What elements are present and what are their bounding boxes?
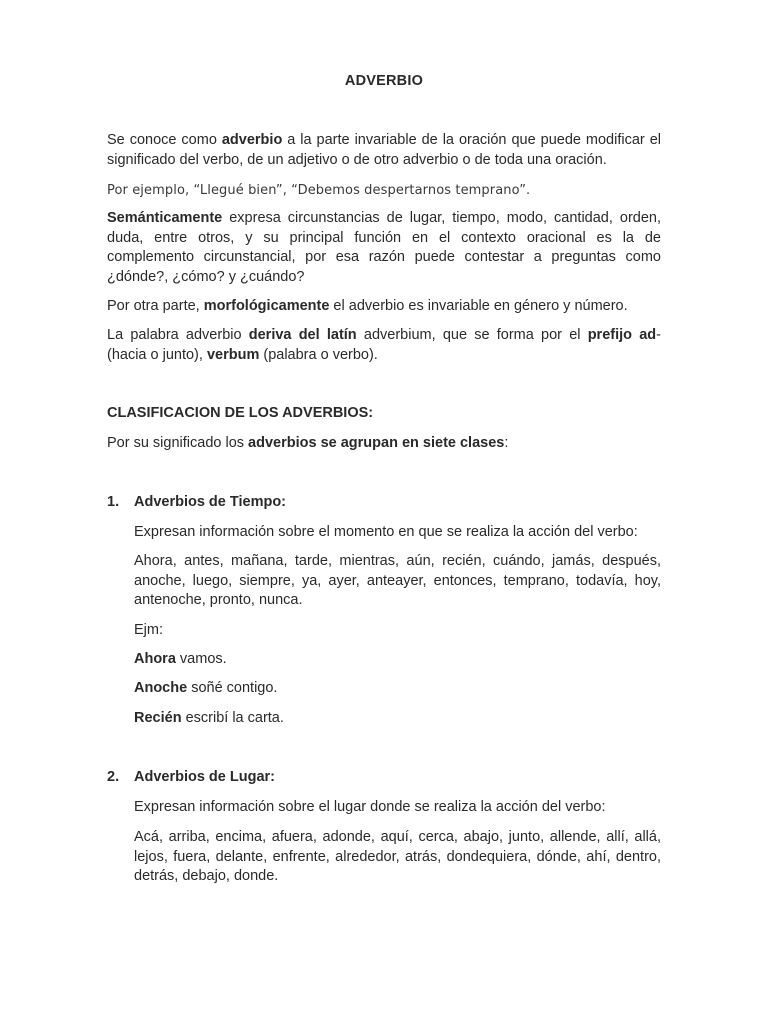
classification-heading: CLASIFICACION DE LOS ADVERBIOS:: [107, 405, 374, 421]
morphology-paragraph: Por otra parte, morfológicamente el adverbio es invariable en género y número.: [107, 298, 628, 314]
time-example-3: Recién escribí la carta.: [134, 710, 284, 726]
intro-paragraph: Se conoce como adverbio a la parte invariable de la oración que puede modificar el significado del verbo, de un adjetivo o de otro adverbio o de toda una oración.: [107, 132, 661, 168]
time-ejm-label: Ejm:: [134, 622, 163, 638]
example-paragraph: Por ejemplo, “Llegué bien”, “Debemos despertarnos temprano”.: [107, 183, 531, 198]
semantic-paragraph: Semánticamente expresa circunstancias de lugar, tiempo, modo, cantidad, orden, duda, entre otros, y su principal función en el contexto oracional es la de complemento circunstancial, por esa razón puede contestar a preguntas como ¿dónde?, ¿cómo? y ¿cuándo?: [107, 210, 661, 285]
place-adverbs-heading: 2. Adverbios de Lugar:: [107, 769, 275, 785]
time-adverbs-heading: 1. Adverbios de Tiempo:: [107, 494, 287, 510]
place-description: Expresan información sobre el lugar donde se realiza la acción del verbo:: [134, 799, 606, 815]
origin-paragraph: La palabra adverbio deriva del latín adverbium, que se forma por el prefijo ad- (hacia o junto), verbum (palabra o verbo).: [107, 327, 661, 363]
place-adverb-list: Acá, arriba, encima, afuera, adonde, aquí, cerca, abajo, junto, allende, allí, allá, lejos, fuera, delante, enfrente, alrededor, atrás, dondequiera, dónde, ahí, dentro, detrás, debajo, donde.: [134, 829, 661, 884]
classification-paragraph: Por su significado los adverbios se agrupan en siete clases:: [107, 435, 509, 451]
time-description: Expresan información sobre el momento en que se realiza la acción del verbo:: [134, 524, 638, 540]
time-example-1: Ahora vamos.: [134, 651, 227, 667]
time-adverb-list: Ahora, antes, mañana, tarde, mientras, aún, recién, cuándo, jamás, después, anoche, luego, siempre, ya, ayer, anteayer, entonces, temprano, todavía, hoy, antenoche, pronto, nunca.: [134, 553, 661, 608]
page-title: ADVERBIO: [344, 73, 424, 89]
time-example-2: Anoche soñé contigo.: [134, 680, 278, 696]
